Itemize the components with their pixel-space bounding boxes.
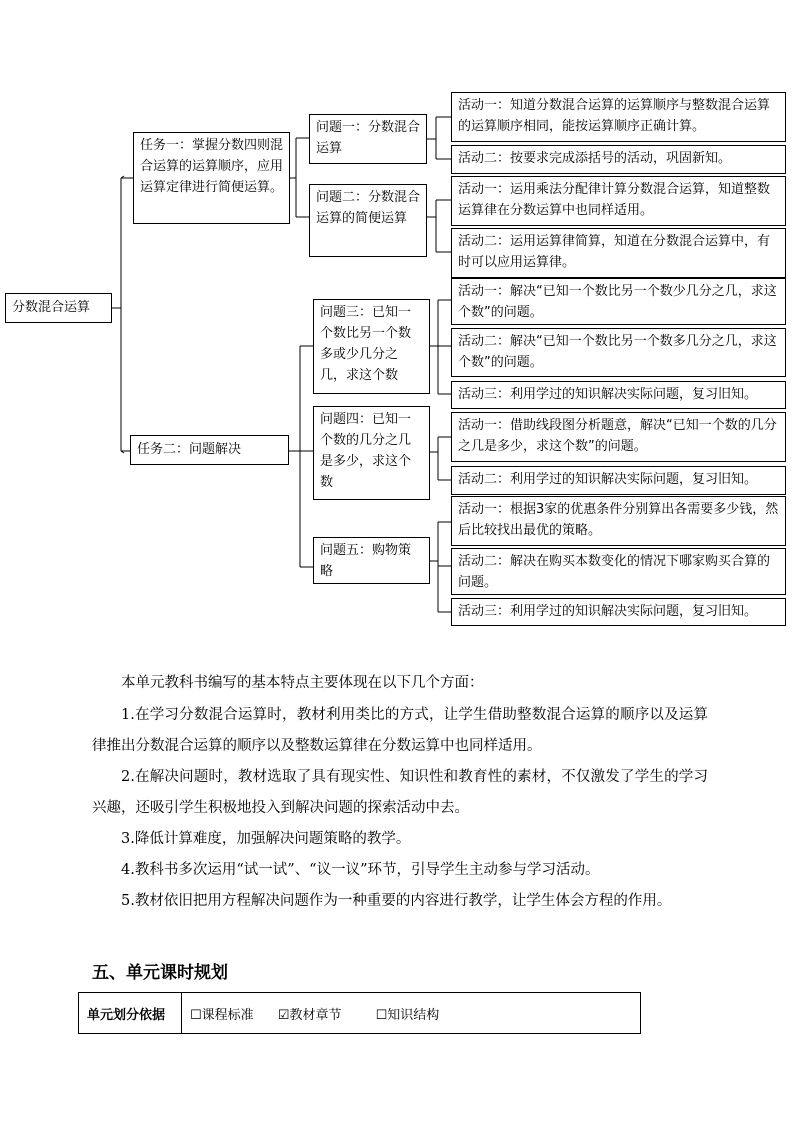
activity-3-2: 活动二：解决“已知一个数比另一个数多几分之几，求这个数”的问题。 bbox=[451, 328, 786, 377]
question2-node: 问题二：分数混合运算的简便运算 bbox=[309, 184, 427, 257]
feature-paragraph-1: 1.在学习分数混合运算时，教材利用类比的方式，让学生借助整数混合运算的顺序以及运算律推出分数混合运算的顺序以及整数运算律在分数运算中也同样适用。 bbox=[92, 707, 708, 754]
table-label-cell: 单元划分依据 bbox=[79, 993, 182, 1034]
task2-node: 任务二：问题解决 bbox=[130, 435, 289, 465]
activity-5-2: 活动二：解决在购买本数变化的情况下哪家购买合算的问题。 bbox=[451, 548, 786, 595]
question4-node: 问题四：已知一个数的几分之几是多少，求这个数 bbox=[313, 406, 430, 500]
activity-5-1: 活动一：根据3家的优惠条件分别算出各需要多少钱，然后比较找出最优的策略。 bbox=[451, 496, 786, 546]
planning-table bbox=[78, 992, 641, 1034]
activity-4-2: 活动二：利用学过的知识解决实际问题，复习旧知。 bbox=[451, 466, 786, 495]
table-options-cell bbox=[182, 993, 641, 1034]
activity-2-2: 活动二：运用运算律简算，知道在分数混合运算中，有时可以应用运算律。 bbox=[451, 228, 786, 278]
activity-1-1: 活动一：知道分数混合运算的运算顺序与整数混合运算的运算顺序相同，能按运算顺序正确计算。 bbox=[451, 92, 786, 142]
table-row bbox=[79, 993, 641, 1034]
activity-4-1: 活动一：借助线段图分析题意，解决“已知一个数的几分之几是多少，求这个数”的问题。 bbox=[451, 412, 786, 462]
task1-node: 任务一：掌握分数四则混合运算的运算顺序，应用运算定律进行简便运算。 bbox=[133, 132, 290, 224]
checkbox-curriculum-standard[interactable]: ☐课程标准 bbox=[190, 1007, 254, 1023]
activity-3-3: 活动三：利用学过的知识解决实际问题，复习旧知。 bbox=[451, 381, 786, 409]
section-heading: 五、单元课时规划 bbox=[92, 963, 228, 983]
feature-paragraph-2: 2.在解决问题时，教材选取了具有现实性、知识性和教育性的素材，不仅激发了学生的学习兴趣，还吸引学生积极地投入到解决问题的探索活动中去。 bbox=[92, 769, 708, 816]
question1-node: 问题一：分数混合运算 bbox=[309, 114, 427, 164]
feature-paragraph-5: 5.教材依旧把用方程解决问题作为一种重要的内容进行教学，让学生体会方程的作用。 bbox=[121, 893, 672, 909]
root-node: 分数混合运算 bbox=[5, 293, 112, 323]
activity-5-3: 活动三：利用学过的知识解决实际问题，复习旧知。 bbox=[451, 598, 786, 626]
question3-node: 问题三：已知一个数比另一个数多或少几分之几，求这个数 bbox=[313, 299, 430, 394]
intro-paragraph: 本单元教科书编写的基本特点主要体现在以下几个方面： bbox=[121, 675, 484, 691]
activity-1-2: 活动二：按要求完成添括号的活动，巩固新知。 bbox=[451, 145, 786, 174]
feature-paragraph-4: 4.教科书多次运用“试一试”、“议一议”环节，引导学生主动参与学习活动。 bbox=[121, 862, 600, 878]
checkbox-knowledge-structure[interactable]: ☐知识结构 bbox=[375, 1007, 440, 1023]
question5-node: 问题五：购物策略 bbox=[313, 537, 430, 584]
feature-paragraph-3: 3.降低计算难度，加强解决问题策略的教学。 bbox=[121, 831, 411, 847]
activity-2-1: 活动一：运用乘法分配律计算分数混合运算，知道整数运算律在分数运算中也同样适用。 bbox=[451, 176, 786, 226]
activity-3-1: 活动一：解决“已知一个数比另一个数少几分之几，求这个数”的问题。 bbox=[451, 278, 786, 325]
checkbox-textbook-chapter[interactable]: ☑教材章节 bbox=[277, 1007, 342, 1023]
